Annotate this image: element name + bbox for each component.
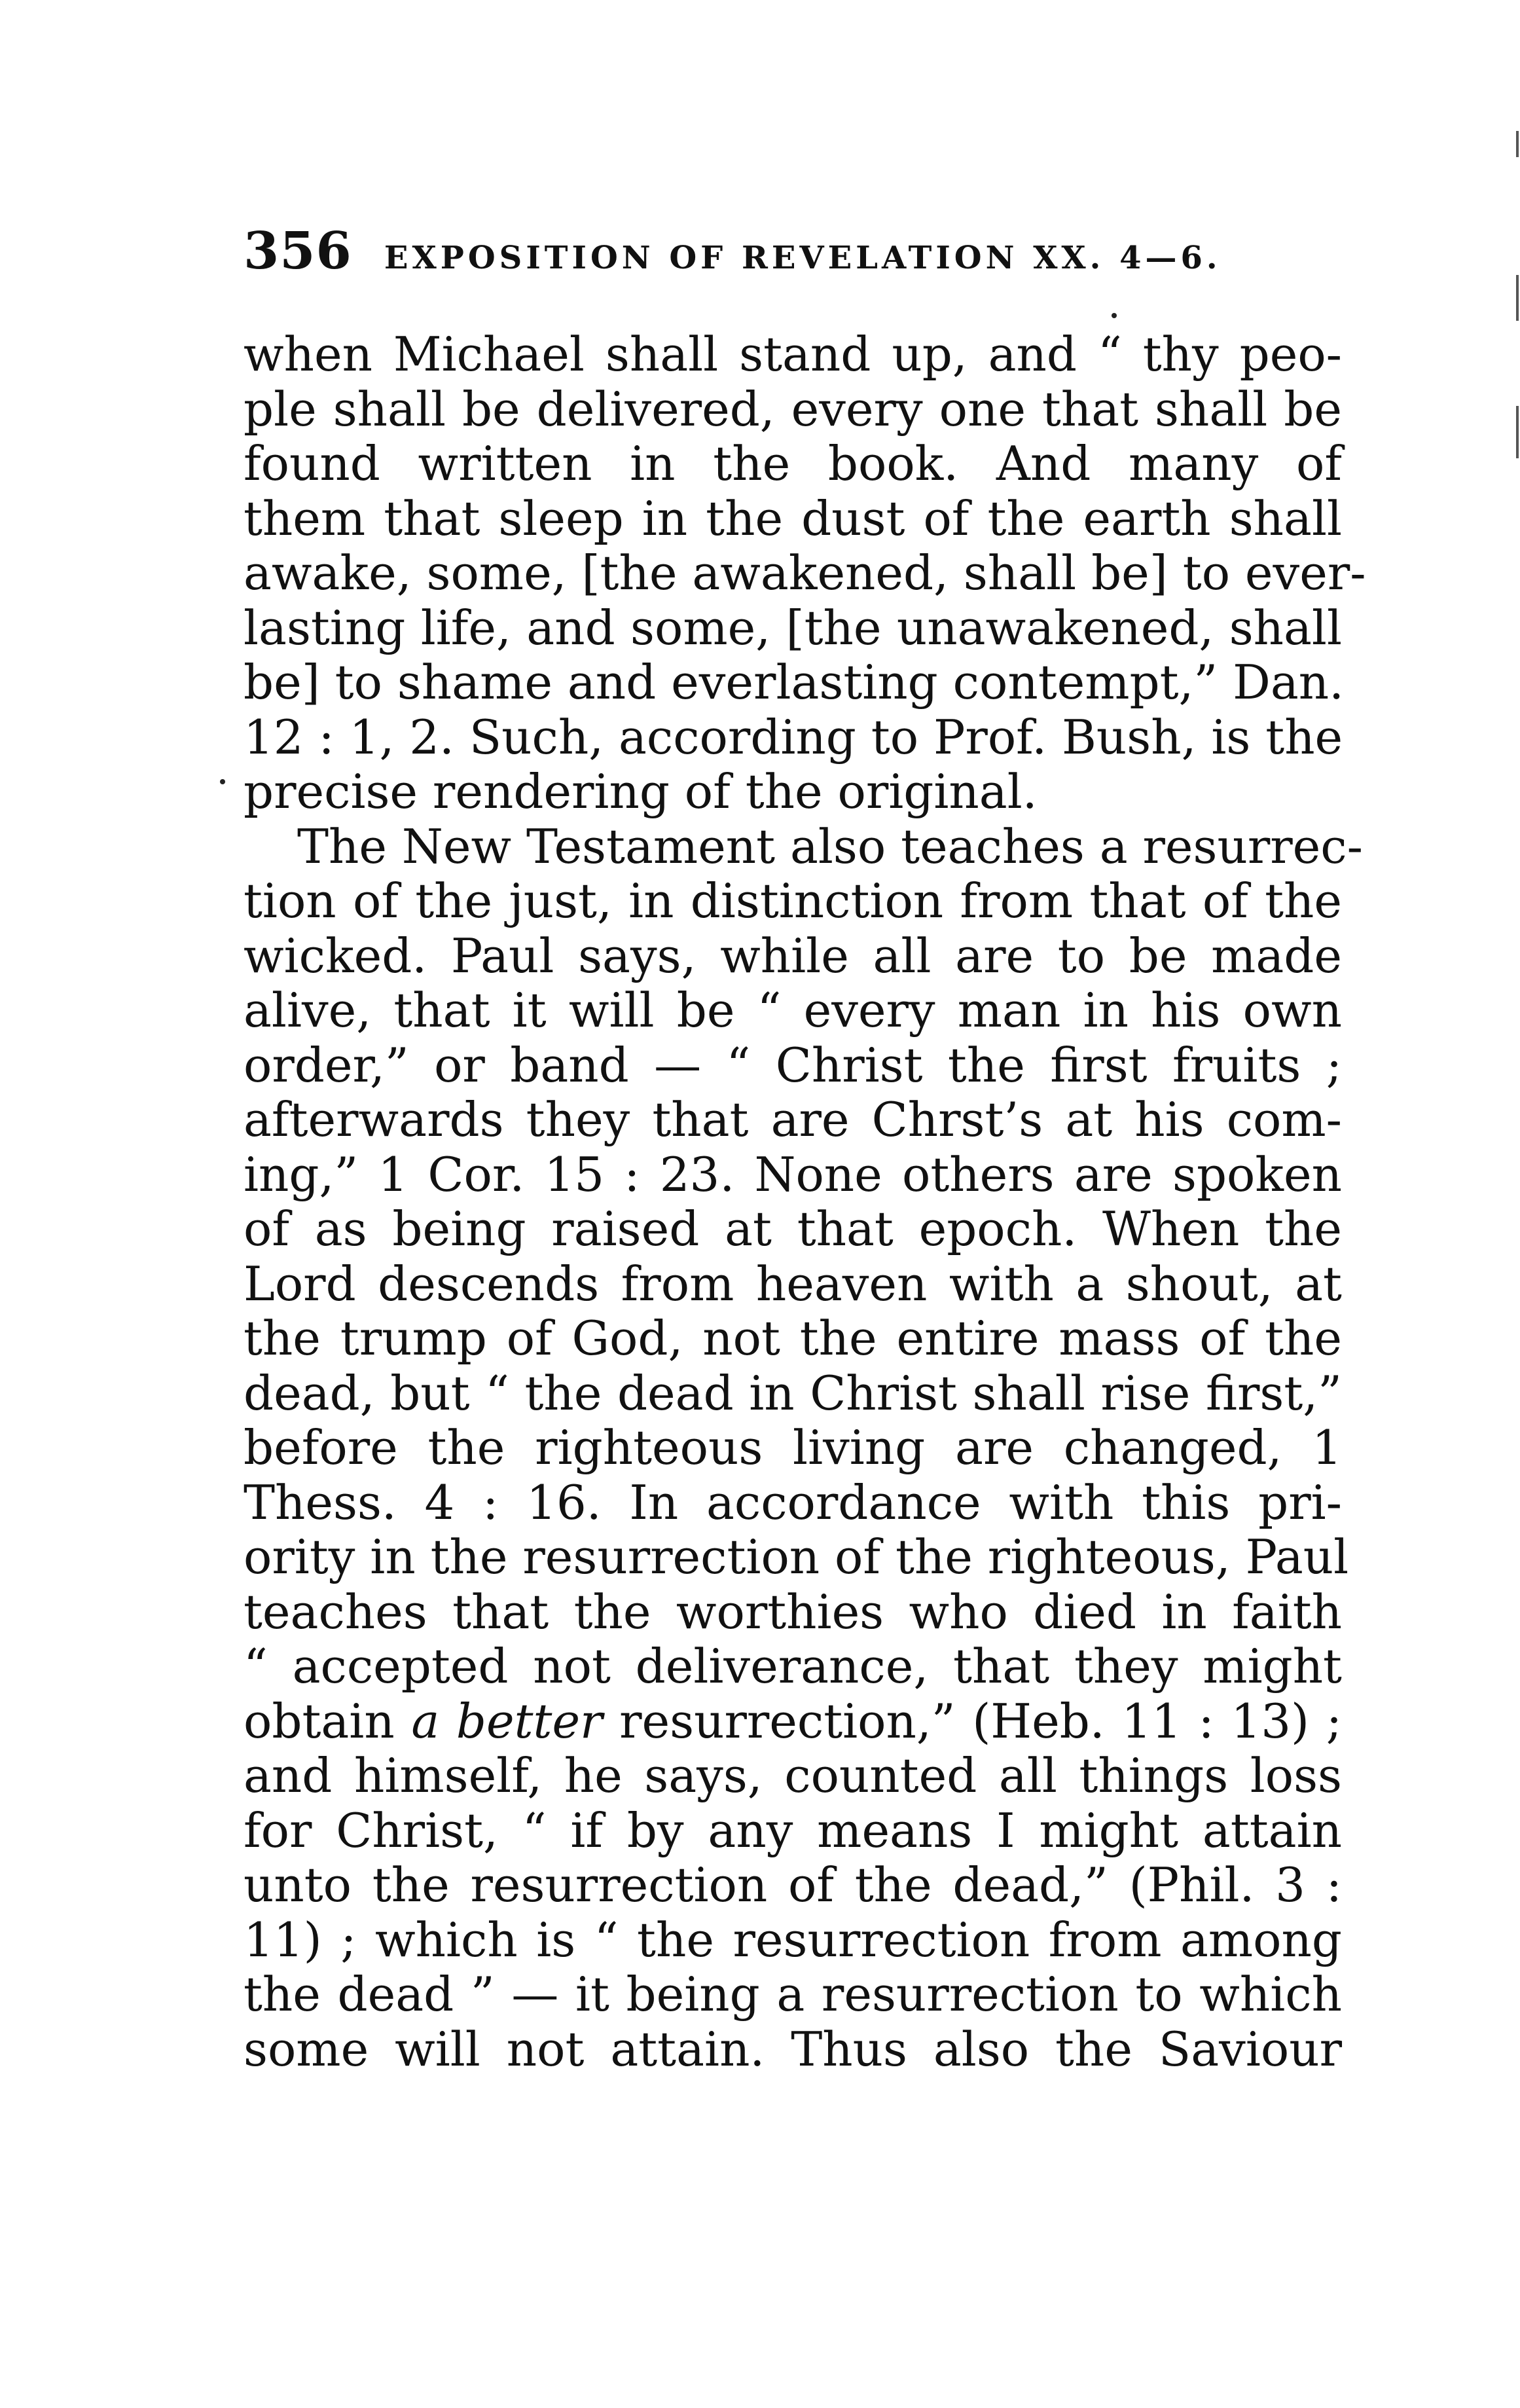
text-line: order,” or band — “ Christ the first fruits ;	[244, 1037, 1342, 1093]
text-line: lasting life, and some, [the unawakened, shall	[244, 600, 1342, 655]
text-segment: resurrection,” (Heb. 11 : 13) ;	[619, 1693, 1342, 1749]
text-line-mixed	[244, 1694, 1342, 1749]
page-number: 356	[244, 221, 352, 281]
text-line: precise rendering of the original.	[244, 764, 1038, 819]
text-line: some will not attain. Thus also the Saviour	[244, 2021, 1342, 2077]
italic-emphasis: a better	[411, 1693, 603, 1749]
ink-speck	[220, 779, 225, 784]
text-line: the dead ” — it being a resurrection to which	[244, 1967, 1342, 2022]
page-edge-mark	[1516, 406, 1519, 458]
text-line: dead, but “ the dead in Christ shall rise first,”	[244, 1365, 1342, 1421]
text-line: and himself, he says, counted all things loss	[244, 1748, 1342, 1803]
text-line: ing,” 1 Cor. 15 : 23. None others are spoken	[244, 1146, 1342, 1202]
text-line: 11) ; which is “ the resurrection from among	[244, 1912, 1342, 1967]
text-line: awake, some, [the awakened, shall be] to ever-	[244, 545, 1366, 600]
text-line: of as being raised at that epoch. When the	[244, 1201, 1342, 1256]
text-line: before the righteous living are changed, 1	[244, 1420, 1342, 1475]
text-line: “ accepted not deliverance, that they might	[244, 1639, 1342, 1694]
page-edge-mark	[1516, 131, 1519, 157]
paragraph-first-line: The New Testament also teaches a resurrec-	[297, 818, 1363, 874]
text-segment: obtain	[244, 1693, 395, 1749]
page-edge-mark	[1516, 275, 1519, 321]
text-line: Thess. 4 : 16. In accordance with this pri-	[244, 1474, 1342, 1530]
text-line: tion of the just, in distinction from that of the	[244, 873, 1342, 928]
text-line: unto the resurrection of the dead,” (Phil. 3 :	[244, 1857, 1342, 1912]
text-line: the trump of God, not the entire mass of the	[244, 1311, 1342, 1366]
text-line: ority in the resurrection of the righteous, Paul	[244, 1529, 1349, 1584]
text-line: be] to shame and everlasting contempt,” Dan.	[244, 655, 1345, 710]
text-line: them that sleep in the dust of the earth shall	[244, 490, 1342, 546]
text-line: 12 : 1, 2. Such, according to Prof. Bush, is the	[244, 709, 1343, 765]
text-line: for Christ, “ if by any means I might attain	[244, 1802, 1342, 1858]
text-line: when Michael shall stand up, and “ thy peo-	[244, 327, 1342, 382]
text-line: wicked. Paul says, while all are to be made	[244, 928, 1342, 983]
text-line: Lord descends from heaven with a shout, at	[244, 1256, 1342, 1311]
running-title: EXPOSITION OF REVELATION XX. 4—6.	[384, 240, 1221, 276]
text-line: alive, that it will be “ every man in his own	[244, 983, 1342, 1038]
ink-speck	[1112, 313, 1117, 318]
text-line: ple shall be delivered, every one that shall be	[244, 381, 1342, 437]
text-line: teaches that the worthies who died in faith	[244, 1584, 1342, 1639]
text-line: afterwards they that are Chrst’s at his com-	[244, 1092, 1342, 1147]
body-text	[244, 327, 1366, 2077]
page-header	[244, 221, 1343, 293]
text-line: found written in the book. And many of	[244, 436, 1342, 491]
